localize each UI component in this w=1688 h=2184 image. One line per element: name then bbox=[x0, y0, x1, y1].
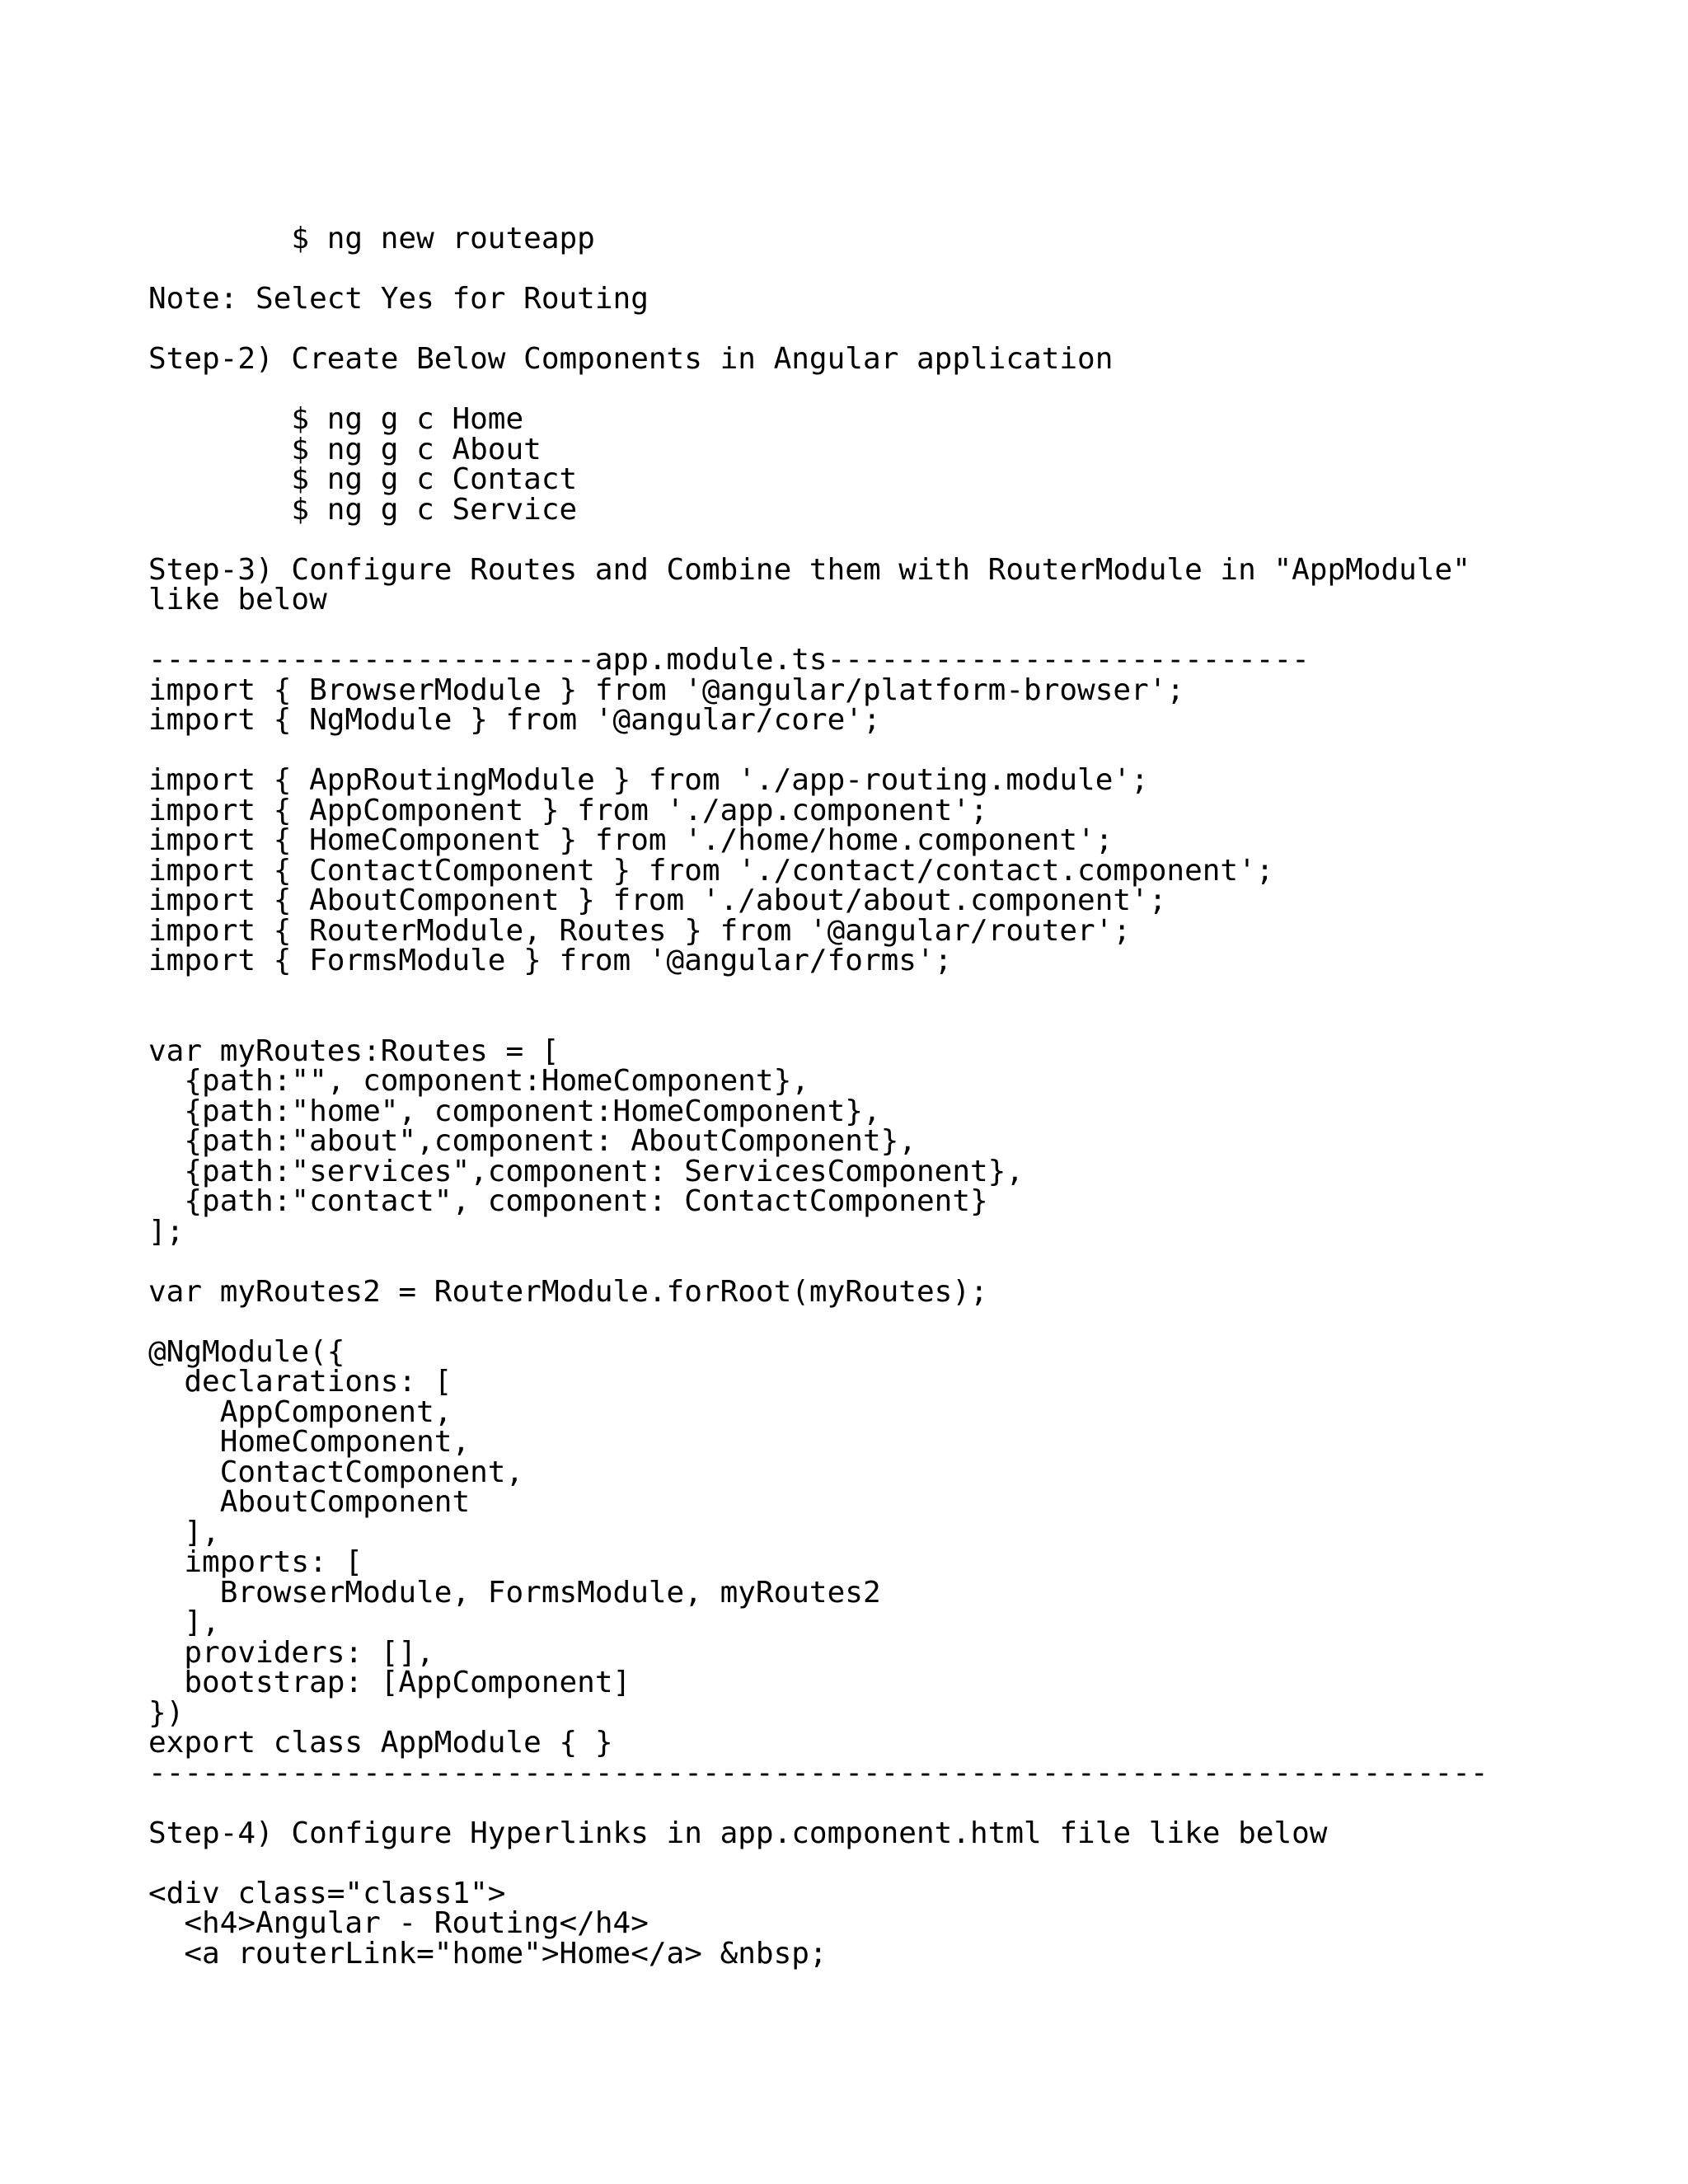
text-line: {path:"home", component:HomeComponent}, bbox=[148, 1094, 881, 1128]
text-line: $ ng new routeapp bbox=[148, 222, 595, 255]
text-line: {path:"contact", component: ContactComponent} bbox=[148, 1184, 988, 1218]
text-line: {path:"services",component: ServicesComponent}, bbox=[148, 1154, 1025, 1188]
text-line: declarations: [ bbox=[148, 1365, 452, 1399]
text-line: BrowserModule, FormsModule, myRoutes2 bbox=[148, 1575, 881, 1610]
text-line bbox=[148, 736, 1489, 766]
text-line: {path:"", component:HomeComponent}, bbox=[148, 1064, 809, 1098]
text-line: import { ContactComponent } from './contact/contact.component'; bbox=[148, 853, 1274, 888]
text-line bbox=[148, 1307, 1489, 1338]
text-line: }) bbox=[148, 1695, 185, 1730]
text-line: $ ng g c Home bbox=[148, 402, 524, 436]
text-line: @NgModule({ bbox=[148, 1334, 345, 1369]
text-line bbox=[148, 616, 1489, 646]
text-line: import { AppComponent } from './app.component'; bbox=[148, 793, 988, 827]
text-line: -------------------------app.module.ts--------------------------- bbox=[148, 643, 1310, 677]
text-line: <a routerLink="home">Home</a> &nbsp; bbox=[148, 1936, 828, 1971]
text-line: import { HomeComponent } from './home/home.component'; bbox=[148, 823, 1114, 857]
text-line bbox=[148, 1247, 1489, 1277]
text-line: {path:"about",component: AboutComponent}, bbox=[148, 1124, 917, 1158]
text-line: $ ng g c Contact bbox=[148, 462, 578, 496]
text-line: --------------------------------------------------------------------------- bbox=[148, 1755, 1489, 1790]
text-line: export class AppModule { } bbox=[148, 1726, 613, 1760]
text-line bbox=[148, 375, 1489, 405]
text-line: $ ng g c About bbox=[148, 432, 542, 466]
text-line bbox=[148, 1006, 1489, 1037]
text-line: AppComponent, bbox=[148, 1394, 452, 1429]
text-line bbox=[148, 1849, 1489, 1879]
text-line: Note: Select Yes for Routing bbox=[148, 282, 649, 316]
text-line bbox=[148, 255, 1489, 285]
text-line: bootstrap: [AppComponent] bbox=[148, 1666, 631, 1699]
text-line: Step-3) Configure Routes and Combine them with RouterModule in "AppModule" bbox=[148, 552, 1470, 587]
document-text bbox=[148, 224, 1489, 1969]
text-line: imports: [ bbox=[148, 1545, 363, 1579]
text-line: like below bbox=[148, 583, 327, 616]
text-line: ContactComponent, bbox=[148, 1455, 524, 1489]
text-line bbox=[148, 315, 1489, 345]
text-line: Step-4) Configure Hyperlinks in app.component.html file like below bbox=[148, 1816, 1328, 1850]
text-line: providers: [], bbox=[148, 1635, 434, 1670]
text-line: AboutComponent bbox=[148, 1485, 471, 1519]
text-line: var myRoutes2 = RouterModule.forRoot(myRoutes); bbox=[148, 1274, 988, 1309]
text-line: import { AppRoutingModule } from './app-routing.module'; bbox=[148, 763, 1149, 797]
text-line: import { NgModule } from '@angular/core'; bbox=[148, 703, 881, 737]
text-line: import { RouterModule, Routes } from '@angular/router'; bbox=[148, 913, 1132, 948]
text-line: Step-2) Create Below Components in Angular application bbox=[148, 342, 1114, 376]
text-line: import { AboutComponent } from './about/about.component'; bbox=[148, 883, 1167, 917]
text-line: ], bbox=[148, 1515, 220, 1549]
text-line bbox=[148, 525, 1489, 555]
text-line: import { FormsModule } from '@angular/forms'; bbox=[148, 944, 953, 977]
text-line bbox=[148, 1788, 1489, 1819]
text-line: HomeComponent, bbox=[148, 1425, 471, 1459]
text-line: ], bbox=[148, 1605, 220, 1639]
text-line: <div class="class1"> bbox=[148, 1876, 506, 1910]
text-line: $ ng g c Service bbox=[148, 492, 578, 527]
text-line: import { BrowserModule } from '@angular/platform-browser'; bbox=[148, 673, 1185, 707]
text-line: var myRoutes:Routes = [ bbox=[148, 1033, 560, 1068]
text-line bbox=[148, 977, 1489, 1007]
text-line: ]; bbox=[148, 1214, 185, 1249]
text-line: <h4>Angular - Routing</h4> bbox=[148, 1906, 649, 1940]
